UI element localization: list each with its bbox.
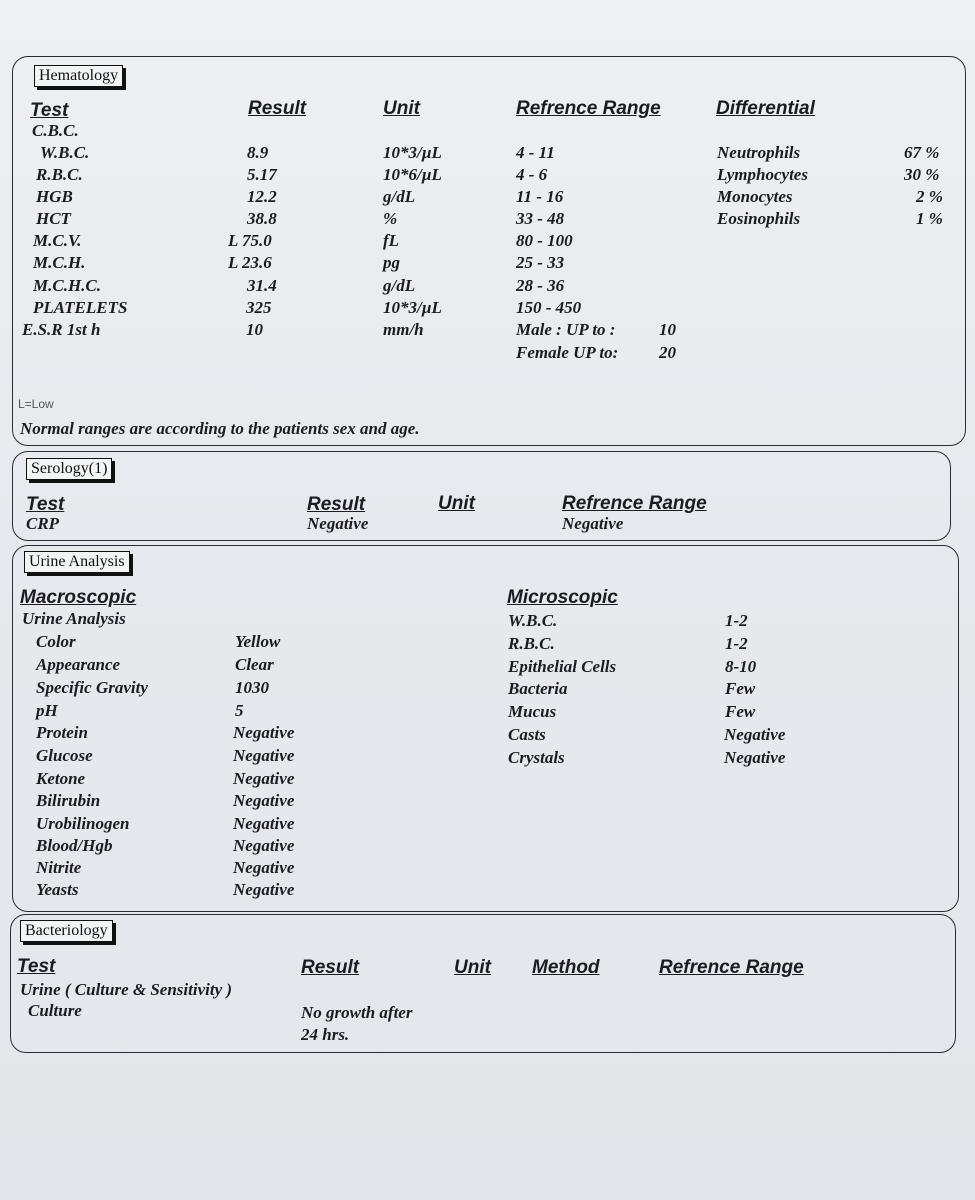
macro-name: Protein bbox=[36, 723, 88, 742]
row-test: PLATELETS bbox=[33, 298, 128, 317]
hema-header-test: Test bbox=[30, 100, 69, 121]
diff-name: Neutrophils bbox=[717, 143, 801, 162]
microscopic-header: Microscopic bbox=[507, 587, 618, 608]
diff-value: 2 % bbox=[916, 187, 943, 206]
micro-value: Few bbox=[725, 702, 756, 721]
row-test: W.B.C. bbox=[40, 143, 90, 162]
bact-header-range: Refrence Range bbox=[659, 957, 804, 978]
esr-unit: mm/h bbox=[383, 320, 424, 339]
macro-value: Negative bbox=[233, 880, 295, 899]
diff-value: 1 % bbox=[916, 209, 943, 228]
row-unit: 10*3/µL bbox=[383, 143, 442, 162]
sero-range: Negative bbox=[562, 514, 624, 533]
row-unit: pg bbox=[383, 253, 400, 272]
bact-result-line1: No growth after bbox=[301, 1003, 413, 1022]
row-result: 31.4 bbox=[247, 276, 277, 295]
row-unit: % bbox=[383, 209, 398, 228]
macro-value: Negative bbox=[233, 791, 295, 810]
hema-header-range: Refrence Range bbox=[516, 98, 661, 119]
row-test: HCT bbox=[36, 209, 71, 228]
diff-value: 30 % bbox=[904, 165, 940, 184]
hema-header-differential: Differential bbox=[716, 98, 815, 119]
urine-tag: Urine Analysis bbox=[24, 551, 130, 573]
row-test: M.C.H.C. bbox=[33, 276, 102, 295]
macroscopic-header: Macroscopic bbox=[20, 587, 137, 608]
row-range: 80 - 100 bbox=[516, 231, 573, 250]
macro-name: Blood/Hgb bbox=[36, 836, 113, 855]
bact-header-test: Test bbox=[17, 956, 56, 977]
row-result: 325 bbox=[246, 298, 272, 317]
bact-test: Culture bbox=[28, 1001, 82, 1020]
macro-value: Yellow bbox=[235, 632, 281, 651]
bact-header-unit: Unit bbox=[454, 957, 491, 978]
esr-female-label: Female UP to: bbox=[516, 343, 619, 362]
esr-test: E.S.R 1st h bbox=[22, 320, 101, 339]
macro-name: Glucose bbox=[36, 746, 93, 765]
row-unit: 10*6/µL bbox=[383, 165, 442, 184]
micro-value: 1-2 bbox=[725, 634, 748, 653]
normal-ranges-note: Normal ranges are according to the patients sex and age. bbox=[20, 419, 420, 438]
micro-value: Negative bbox=[724, 748, 786, 767]
row-result: 5.17 bbox=[247, 165, 277, 184]
row-range: 28 - 36 bbox=[516, 276, 565, 295]
macro-value: Clear bbox=[235, 655, 274, 674]
macro-value: Negative bbox=[233, 858, 295, 877]
micro-name: Bacteria bbox=[508, 679, 568, 698]
macro-name: Yeasts bbox=[36, 880, 79, 899]
macro-name: Bilirubin bbox=[36, 791, 101, 810]
micro-value: Negative bbox=[724, 725, 786, 744]
macro-name: pH bbox=[36, 701, 58, 720]
micro-name: R.B.C. bbox=[508, 634, 555, 653]
esr-male-value: 10 bbox=[659, 320, 676, 339]
diff-name: Lymphocytes bbox=[717, 165, 808, 184]
macro-name: Specific Gravity bbox=[36, 678, 148, 697]
bact-group-label: Urine ( Culture & Sensitivity ) bbox=[20, 980, 233, 999]
row-result: 12.2 bbox=[247, 187, 277, 206]
hematology-panel bbox=[12, 56, 966, 446]
row-unit: g/dL bbox=[383, 276, 416, 295]
macro-name: Ketone bbox=[36, 769, 86, 788]
micro-name: Mucus bbox=[508, 702, 557, 721]
row-test: R.B.C. bbox=[36, 165, 83, 184]
row-test: M.C.H. bbox=[33, 253, 86, 272]
urine-panel bbox=[12, 545, 959, 912]
macro-value: Negative bbox=[233, 769, 295, 788]
macro-name: Color bbox=[36, 632, 76, 651]
row-range: 150 - 450 bbox=[516, 298, 582, 317]
esr-male-label: Male : UP to : bbox=[516, 320, 616, 339]
macro-name: Urobilinogen bbox=[36, 814, 130, 833]
macro-value: 5 bbox=[235, 701, 244, 720]
sero-header-test: Test bbox=[26, 494, 65, 515]
bact-header-method: Method bbox=[532, 957, 600, 978]
row-unit: fL bbox=[383, 231, 400, 250]
micro-name: Casts bbox=[508, 725, 546, 744]
sero-header-range: Refrence Range bbox=[562, 493, 707, 514]
bact-result-line2: 24 hrs. bbox=[301, 1025, 350, 1044]
macro-value: Negative bbox=[233, 814, 295, 833]
row-unit: g/dL bbox=[383, 187, 416, 206]
diff-value: 67 % bbox=[904, 143, 940, 162]
hema-header-result: Result bbox=[248, 98, 307, 119]
macro-value: 1030 bbox=[235, 678, 269, 697]
urine-group-label: Urine Analysis bbox=[22, 609, 126, 628]
micro-value: 1-2 bbox=[725, 611, 748, 630]
diff-name: Eosinophils bbox=[717, 209, 801, 228]
row-result: 8.9 bbox=[247, 143, 269, 162]
row-result: L 75.0 bbox=[228, 231, 272, 250]
macro-value: Negative bbox=[233, 836, 295, 855]
macro-value: Negative bbox=[233, 723, 295, 742]
row-result: L 23.6 bbox=[228, 253, 272, 272]
micro-name: Crystals bbox=[508, 748, 565, 767]
esr-female-value: 20 bbox=[659, 343, 676, 362]
hema-header-unit: Unit bbox=[383, 98, 420, 119]
micro-value: 8-10 bbox=[725, 657, 757, 676]
legend-low: L=Low bbox=[18, 397, 54, 411]
hematology-tag: Hematology bbox=[34, 65, 123, 87]
serology-tag: Serology(1) bbox=[26, 458, 112, 480]
row-range: 4 - 6 bbox=[516, 165, 548, 184]
sero-header-result: Result bbox=[307, 494, 366, 515]
sero-result: Negative bbox=[307, 514, 369, 533]
bact-header-result: Result bbox=[301, 957, 360, 978]
row-range: 25 - 33 bbox=[516, 253, 565, 272]
serology-panel bbox=[12, 451, 951, 541]
micro-name: W.B.C. bbox=[508, 611, 558, 630]
row-test: M.C.V. bbox=[33, 231, 82, 250]
sero-header-unit: Unit bbox=[438, 493, 475, 514]
row-range: 33 - 48 bbox=[516, 209, 565, 228]
diff-name: Monocytes bbox=[717, 187, 793, 206]
cbc-group-label: C.B.C. bbox=[32, 121, 79, 140]
row-test: HGB bbox=[36, 187, 73, 206]
row-range: 11 - 16 bbox=[516, 187, 564, 206]
micro-value: Few bbox=[725, 679, 756, 698]
row-unit: 10*3/µL bbox=[383, 298, 442, 317]
macro-name: Nitrite bbox=[36, 858, 82, 877]
sero-test: CRP bbox=[26, 514, 60, 533]
row-result: 38.8 bbox=[247, 209, 277, 228]
macro-value: Negative bbox=[233, 746, 295, 765]
esr-result: 10 bbox=[246, 320, 263, 339]
micro-name: Epithelial Cells bbox=[508, 657, 617, 676]
row-range: 4 - 11 bbox=[516, 143, 555, 162]
macro-name: Appearance bbox=[36, 655, 121, 674]
bacteriology-tag: Bacteriology bbox=[20, 920, 113, 942]
